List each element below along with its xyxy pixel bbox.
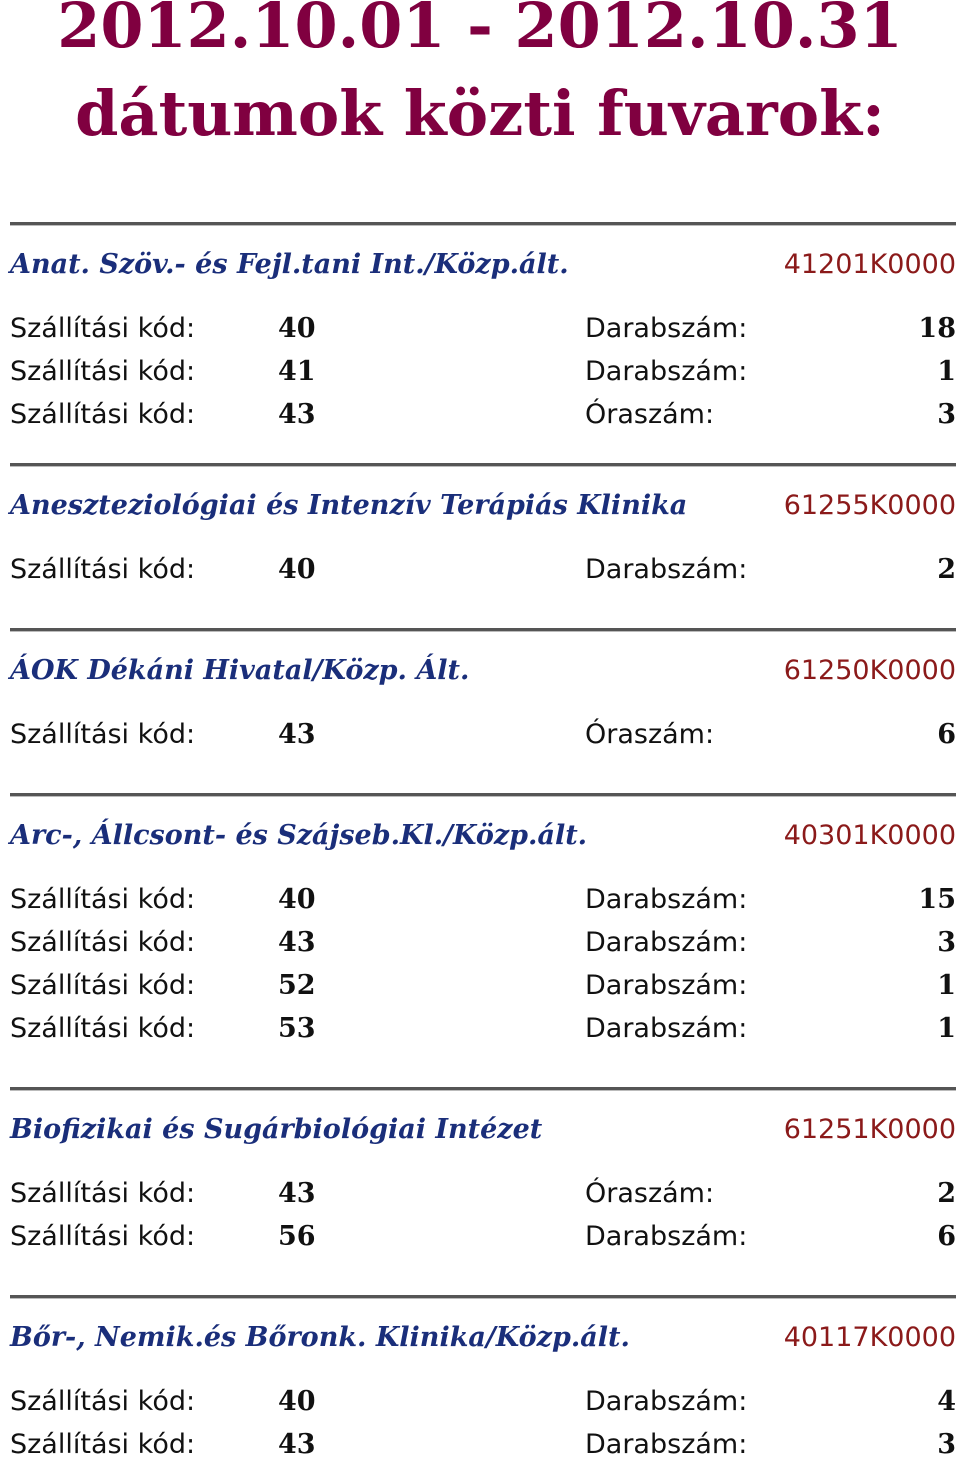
transport-code: 56 [278,1221,316,1252]
row-label: Szállítási kód: [10,884,196,915]
quantity-value: 2 [937,554,956,585]
transport-row [10,1386,956,1429]
transport-row [10,927,956,970]
transport-row [10,970,956,1013]
quantity-value: 4 [937,1386,956,1417]
quantity-type: Óraszám: [585,1178,715,1209]
transport-code: 40 [278,1386,316,1417]
transport-row [10,356,956,399]
title-line-1: 2012.10.01 - 2012.10.31 [57,0,903,62]
department-section [10,628,956,762]
department-name: Anat. Szöv.- és Fejl.tani Int./Közp.ált. [10,249,569,280]
quantity-value: 3 [937,927,956,958]
transport-code: 43 [278,399,316,430]
quantity-value: 1 [937,970,956,1001]
quantity-value: 3 [937,399,956,430]
transport-code: 52 [278,970,316,1001]
department-name: Arc-, Állcsont- és Szájseb.Kl./Közp.ált. [10,820,588,851]
quantity-type: Darabszám: [585,554,748,585]
transport-row [10,1178,956,1221]
row-label: Szállítási kód: [10,927,196,958]
department-name: Biofizikai és Sugárbiológiai Intézet [10,1114,543,1145]
row-label: Szállítási kód: [10,313,196,344]
section-divider [10,1295,956,1298]
quantity-value: 2 [937,1178,956,1209]
quantity-value: 1 [937,1013,956,1044]
transport-row [10,884,956,927]
quantity-type: Darabszám: [585,356,748,387]
department-header [10,820,956,854]
department-code: 40301K0000 [783,820,956,851]
row-label: Szállítási kód: [10,1178,196,1209]
quantity-type: Darabszám: [585,1386,748,1417]
transport-code: 53 [278,1013,316,1044]
department-header [10,655,956,689]
quantity-type: Darabszám: [585,1429,748,1460]
transport-row [10,313,956,356]
transport-code: 41 [278,356,316,387]
department-code: 61255K0000 [783,490,956,521]
department-header [10,1114,956,1148]
transport-row [10,719,956,762]
row-label: Szállítási kód: [10,970,196,1001]
department-header [10,1322,956,1356]
quantity-type: Darabszám: [585,313,748,344]
department-name: Bőr-, Nemik.és Bőronk. Klinika/Közp.ált. [10,1322,630,1353]
transport-code: 40 [278,313,316,344]
row-label: Szállítási kód: [10,356,196,387]
department-header [10,490,956,524]
transport-code: 40 [278,554,316,585]
department-section [10,222,956,442]
transport-code: 43 [278,719,316,750]
section-divider [10,1087,956,1090]
quantity-type: Darabszám: [585,1221,748,1252]
department-section [10,1087,956,1264]
transport-code: 43 [278,1178,316,1209]
transport-row [10,1221,956,1264]
transport-row [10,1013,956,1056]
quantity-value: 6 [937,1221,956,1252]
row-label: Szállítási kód: [10,1221,196,1252]
row-label: Szállítási kód: [10,399,196,430]
page-title [0,0,960,158]
department-section [10,463,956,597]
transport-code: 43 [278,1429,316,1460]
transport-row [10,1429,956,1472]
row-label: Szállítási kód: [10,1013,196,1044]
section-divider [10,463,956,466]
quantity-type: Darabszám: [585,927,748,958]
department-section [10,1295,956,1472]
transport-row [10,554,956,597]
quantity-value: 18 [918,313,956,344]
department-code: 41201K0000 [783,249,956,280]
quantity-type: Óraszám: [585,399,715,430]
row-label: Szállítási kód: [10,1386,196,1417]
quantity-type: Darabszám: [585,1013,748,1044]
section-divider [10,222,956,225]
row-label: Szállítási kód: [10,719,196,750]
transport-code: 43 [278,927,316,958]
quantity-type: Darabszám: [585,884,748,915]
quantity-type: Óraszám: [585,719,715,750]
department-code: 40117K0000 [783,1322,956,1353]
department-section [10,793,956,1056]
department-code: 61251K0000 [783,1114,956,1145]
transport-code: 40 [278,884,316,915]
quantity-value: 3 [937,1429,956,1460]
row-label: Szállítási kód: [10,554,196,585]
quantity-value: 15 [918,884,956,915]
quantity-value: 6 [937,719,956,750]
department-name: ÁOK Dékáni Hivatal/Közp. Ált. [10,655,470,686]
transport-row [10,399,956,442]
quantity-value: 1 [937,356,956,387]
section-divider [10,793,956,796]
row-label: Szállítási kód: [10,1429,196,1460]
quantity-type: Darabszám: [585,970,748,1001]
title-line-2: dátumok közti fuvarok: [75,77,885,150]
department-code: 61250K0000 [783,655,956,686]
section-divider [10,628,956,631]
department-name: Aneszteziológiai és Intenzív Terápiás Klinika [10,490,688,521]
department-header [10,249,956,283]
